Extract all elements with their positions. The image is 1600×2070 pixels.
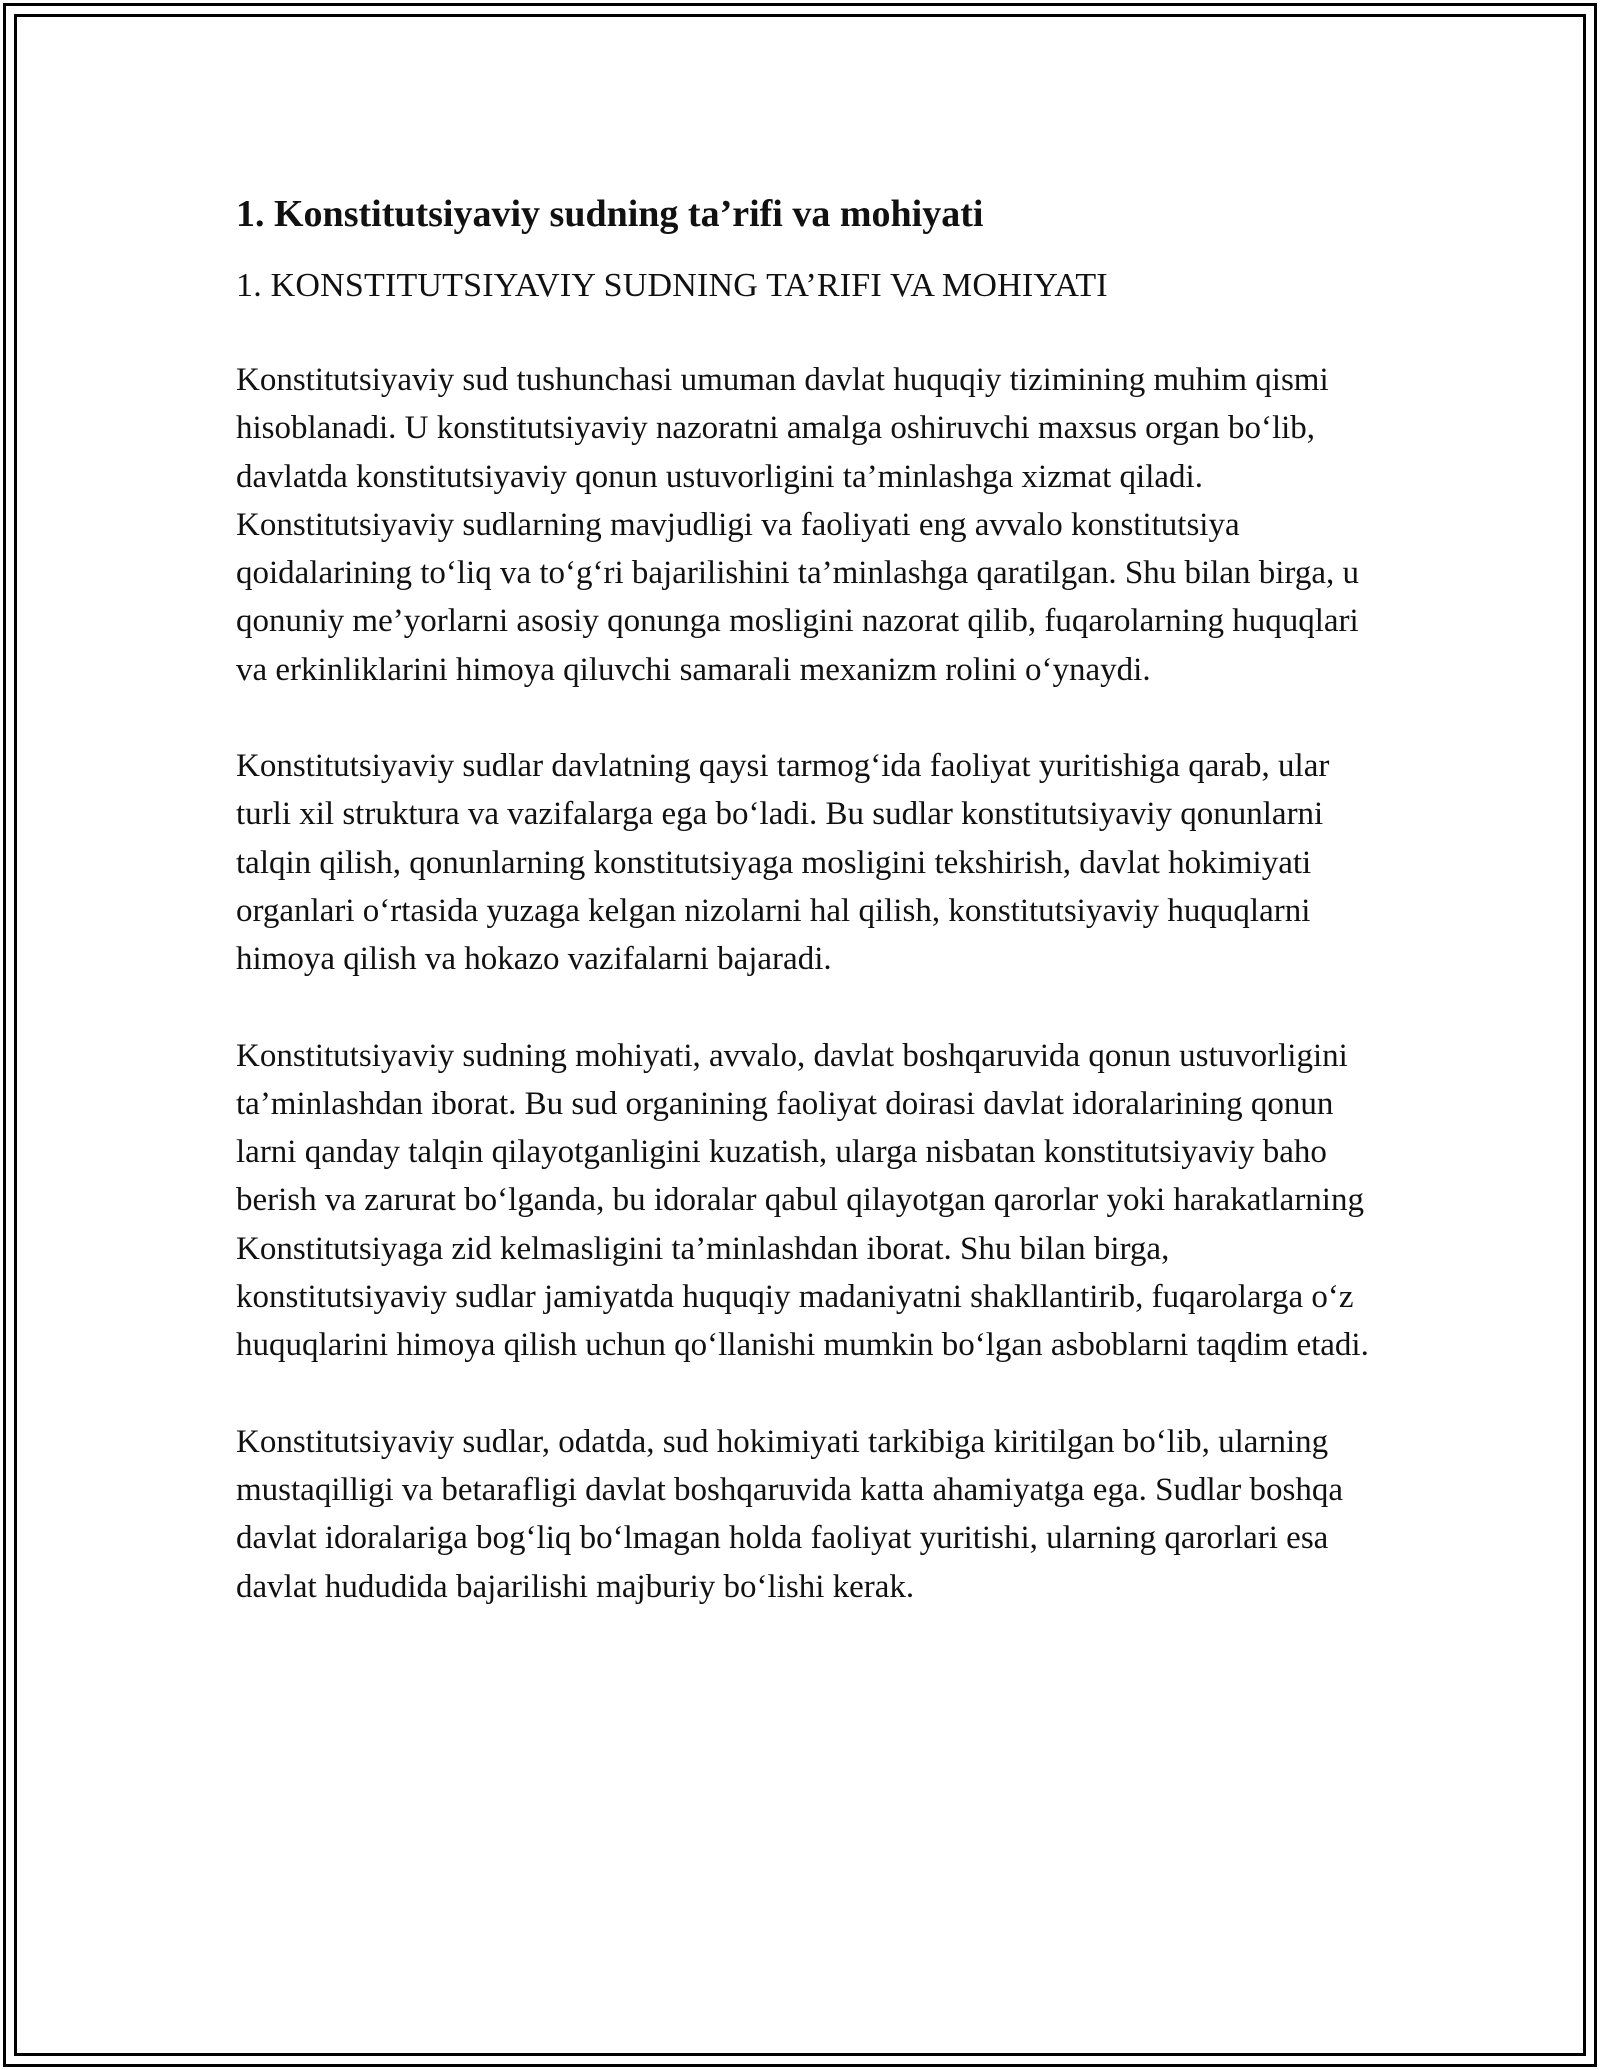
section-heading: 1. Konstitutsiyaviy sudning ta’rifi va mohiyati bbox=[236, 193, 984, 235]
paragraph-1: Konstitutsiyaviy sud tushunchasi umuman davlat huquqiy tizimining muhim qismi hisoblanadi. U konstitutsiyaviy nazoratni amalga oshiruvchi maxsus organ bo‘lib, davlatda konstitutsiyaviy qonun ustuvorligini ta’minlashga xizmat qiladi. Konstitutsiyaviy sudlarning mavjudligi va faoliyati eng avvalo konstitutsiya qoidalarining to‘liq va to‘g‘ri bajarilishini ta’minlashga qaratilgan. Shu bilan birga, u qonuniy me’yorlarni asosiy qonunga mosligini nazorat qilib, fuqarolarning huquqlari va erkinliklarini himoya qiluvchi samarali mexanizm rolini o‘ynaydi. bbox=[236, 362, 1359, 688]
document-body bbox=[236, 188, 1376, 1659]
paragraph-2: Konstitutsiyaviy sudlar davlatning qaysi tarmog‘ida faoliyat yuritishiga qarab, ular turli xil struktura va vazifalarga ega bo‘ladi. Bu sudlar konstitutsiyaviy qonunlarni talqin qilish, qonunlarning konstitutsiyaga mosligini tekshirish, davlat hokimiyati organlari o‘rtasida yuzaga kelgan nizolarni hal qilish, konstitutsiyaviy huquqlarni himoya qilish va hokazo vazifalarni bajaradi. bbox=[236, 748, 1330, 978]
paragraph-3: Konstitutsiyaviy sudning mohiyati, avvalo, davlat boshqaruvida qonun ustuvorligini ta’minlashdan iborat. Bu sud organining faoliyat doirasi davlat idoralarining qonun larni qanday talqin qilayotganligini kuzatish, ularga nisbatan konstitutsiyaviy baho berish va zarurat bo‘lganda, bu idoralar qabul qilayotgan qarorlar yoki harakatlarning Konstitutsiyaga zid kelmasligini ta’minlashdan iborat. Shu bilan birga, konstitutsiyaviy sudlar jamiyatda huquqiy madaniyatni shakllantirib, fuqarolarga o‘z huquqlarini himoya qilish uchun qo‘llanishi mumkin bo‘lgan asboblarni taqdim etadi. bbox=[236, 1037, 1369, 1364]
paragraph-4: Konstitutsiyaviy sudlar, odatda, sud hokimiyati tarkibiga kiritilgan bo‘lib, ularning mustaqilligi va betarafligi davlat boshqaruvida katta ahamiyatga ega. Sudlar boshqa davlat idoralariga bog‘liq bo‘lmagan holda faoliyat yuritishi, ularning qarorlari esa davlat hududida bajarilishi majburiy bo‘lishi kerak. bbox=[236, 1423, 1343, 1605]
section-subheading: 1. KONSTITUTSIYAVIY SUDNING TA’RIFI VA MOHIYATI bbox=[236, 267, 1108, 304]
